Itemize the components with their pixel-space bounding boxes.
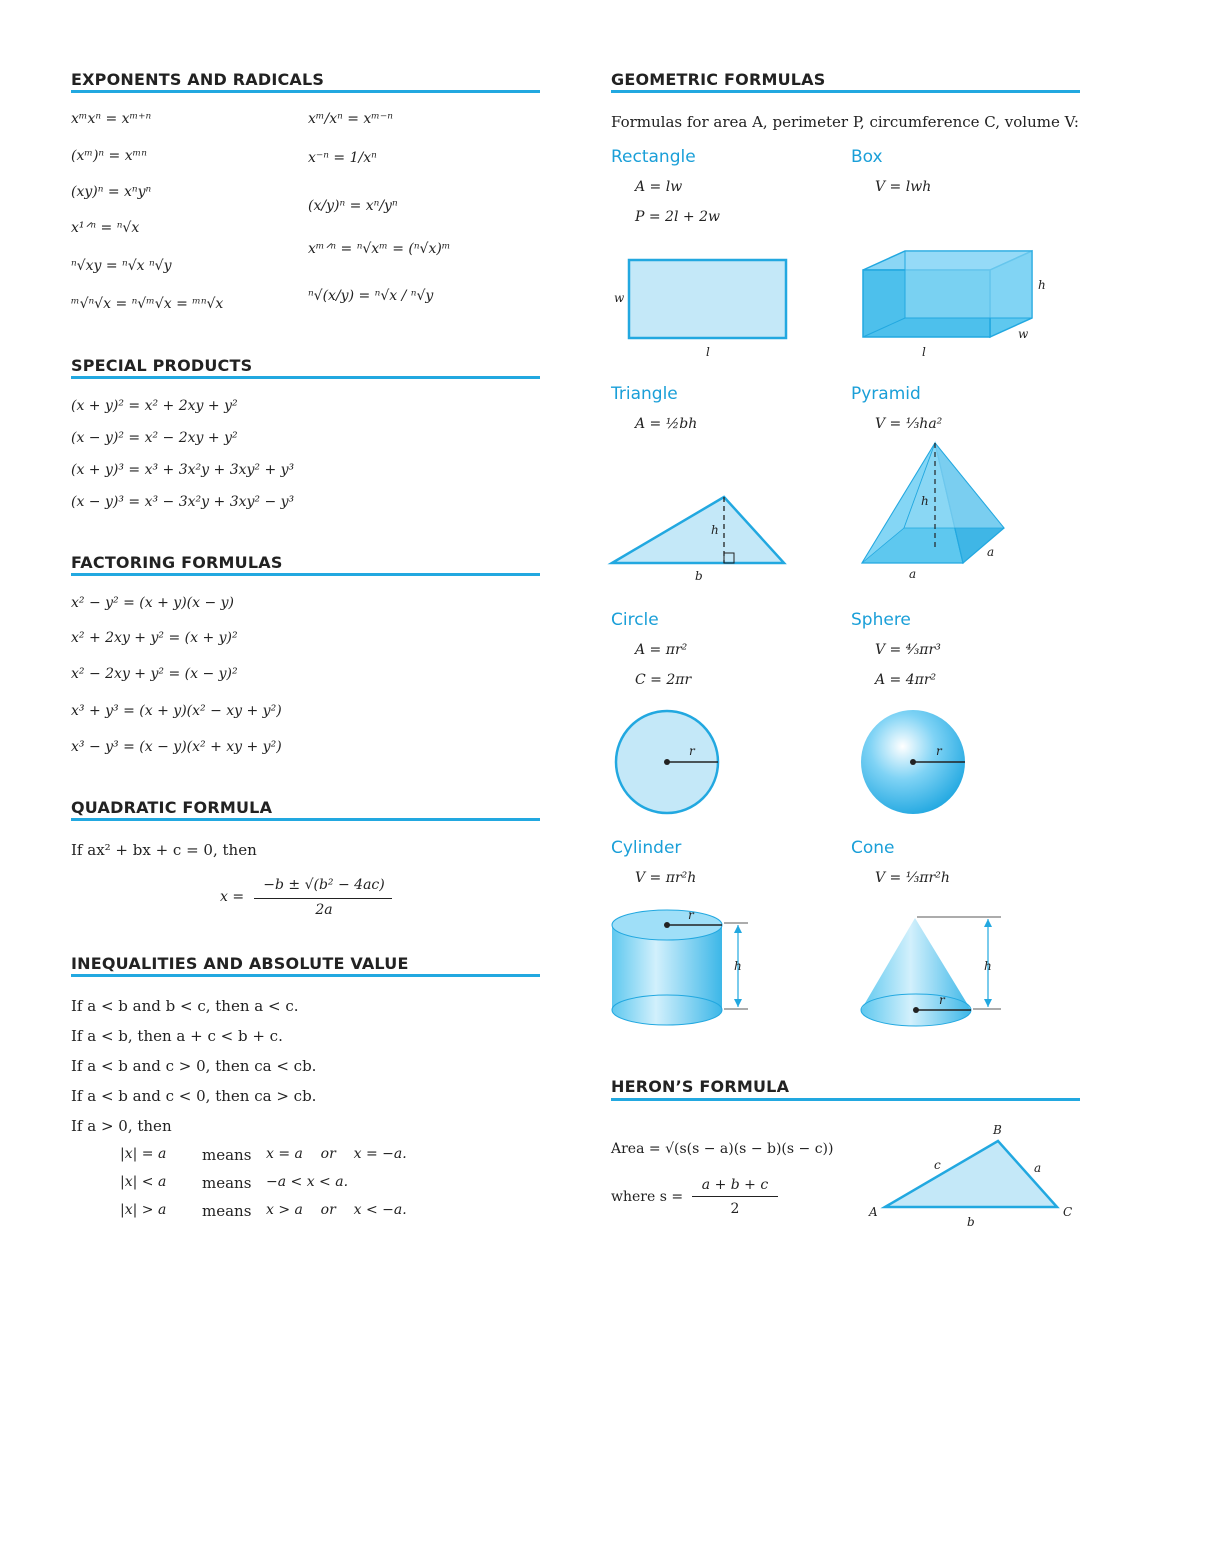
side-a-label: a [1034,1161,1042,1175]
quadratic-intro: If ax² + bx + c = 0, then [71,841,257,859]
formula-exponent: x⁻ⁿ = 1/xⁿ [308,150,377,166]
heron-s-numerator: a + b + c [701,1177,769,1193]
quadratic-denominator: 2a [315,902,333,918]
quadratic-numerator: −b ± √(b² − 4ac) [263,877,385,893]
heading-rule [71,818,540,821]
heading-exponents: EXPONENTS AND RADICALS [71,70,325,89]
formula-factoring: x² + 2xy + y² = (x + y)² [71,630,238,646]
heron-s-denominator: 2 [730,1201,740,1217]
circle-r-label: r [689,744,695,758]
formula-exponent: ⁿ√(x/y) = ⁿ√x / ⁿ√y [308,288,434,304]
formula-factoring: x³ − y³ = (x − y)(x² + xy + y²) [71,739,282,755]
formula-exponent: ⁿ√xy = ⁿ√x ⁿ√y [71,258,172,274]
heading-special-products: SPECIAL PRODUCTS [71,356,253,375]
inequality-rule: If a < b and b < c, then a < c. [71,997,299,1015]
circle-area: A = πr² [635,642,688,658]
sphere-r-label: r [936,744,942,758]
heading-rule [71,376,540,379]
formula-factoring: x³ + y³ = (x + y)(x² − xy + y²) [71,703,282,719]
side-b-label: b [967,1215,975,1229]
cylinder-figure [600,900,760,1035]
formula-exponent: (xy)ⁿ = xⁿyⁿ [71,184,152,200]
box-title: Box [851,147,883,167]
formula-special-product: (x + y)³ = x³ + 3x²y + 3xy² + y³ [71,462,295,478]
box-figure [850,245,1060,365]
box-w-label: w [1018,327,1029,341]
formula-factoring: x² − y² = (x + y)(x − y) [71,595,235,611]
heading-quadratic: QUADRATIC FORMULA [71,798,273,817]
abs-rhs: −a < x < a. [266,1174,349,1190]
abs-lhs: |x| = a [120,1146,167,1162]
heading-heron: HERON’S FORMULA [611,1077,790,1096]
abs-means: means [202,1174,252,1192]
heron-area: Area = √(s(s − a)(s − b)(s − c)) [611,1141,834,1157]
cone-h-label: h [984,959,992,973]
rectangle-figure [600,250,800,365]
fraction-bar [692,1196,778,1197]
formula-exponent: (xᵐ)ⁿ = xᵐⁿ [71,148,147,164]
heading-rule [71,90,540,93]
rectangle-area: A = lw [635,179,683,195]
triangle-title: Triangle [611,384,678,404]
rectangle-title: Rectangle [611,147,696,167]
side-c-label: c [934,1158,941,1172]
heron-where: where s = [611,1189,684,1205]
inequality-rule: If a < b, then a + c < b + c. [71,1027,283,1045]
circle-title: Circle [611,610,659,630]
cone-r-label: r [939,993,945,1007]
vertex-C-label: C [1063,1205,1073,1219]
rectangle-w-label: w [614,291,625,305]
formula-exponent: xᵐxⁿ = xᵐ⁺ⁿ [71,111,152,127]
sphere-volume: V = ⁴⁄₃πr³ [875,642,941,658]
box-h-label: h [1038,278,1046,292]
formula-special-product: (x − y)² = x² − 2xy + y² [71,430,238,446]
pyramid-title: Pyramid [851,384,921,404]
rectangle-l-label: l [706,345,710,359]
box-l-label: l [922,345,926,359]
abs-rhs: x = a or x = −a. [266,1146,407,1162]
heron-triangle-figure [860,1118,1085,1233]
heading-factoring: FACTORING FORMULAS [71,553,283,572]
sphere-area: A = 4πr² [875,672,937,688]
inequality-rule: If a < b and c < 0, then ca > cb. [71,1087,317,1105]
heading-inequalities: INEQUALITIES AND ABSOLUTE VALUE [71,954,409,973]
heading-rule [71,974,540,977]
box-volume: V = lwh [875,179,932,195]
abs-rhs: x > a or x < −a. [266,1202,407,1218]
cylinder-title: Cylinder [611,838,682,858]
formula-exponent: xᵐᐟⁿ = ⁿ√xᵐ = (ⁿ√x)ᵐ [308,241,451,257]
cylinder-volume: V = πr²h [635,870,697,886]
formula-special-product: (x + y)² = x² + 2xy + y² [71,398,238,414]
pyramid-volume: V = ⅓ha² [875,416,943,432]
abs-lhs: |x| < a [120,1174,167,1190]
rectangle-perimeter: P = 2l + 2w [635,209,720,225]
formula-factoring: x² − 2xy + y² = (x − y)² [71,666,238,682]
cone-figure [855,908,1035,1033]
abs-lhs: |x| > a [120,1202,167,1218]
inequality-rule: If a < b and c > 0, then ca < cb. [71,1057,317,1075]
formula-exponent: xᵐ/xⁿ = xᵐ⁻ⁿ [308,111,393,127]
formula-exponent: x¹ᐟⁿ = ⁿ√x [71,220,140,236]
pyramid-a-label: a [909,567,917,581]
triangle-figure [605,490,795,585]
cone-title: Cone [851,838,895,858]
cone-volume: V = ⅓πr²h [875,870,950,886]
abs-means: means [202,1146,252,1164]
pyramid-figure [855,435,1015,585]
circle-circumference: C = 2πr [635,672,692,688]
heading-rule [71,573,540,576]
inequality-rule: If a > 0, then [71,1117,172,1135]
triangle-b-label: b [695,569,703,583]
triangle-area: A = ½bh [635,416,698,432]
formula-special-product: (x − y)³ = x³ − 3x²y + 3xy² − y³ [71,494,295,510]
sphere-figure [850,700,975,825]
circle-figure [605,700,730,825]
heading-geometric: GEOMETRIC FORMULAS [611,70,826,89]
heading-rule [611,1098,1080,1101]
fraction-bar [254,898,392,899]
vertex-B-label: B [993,1123,1002,1137]
cylinder-h-label: h [734,959,742,973]
formula-exponent: (x/y)ⁿ = xⁿ/yⁿ [308,198,398,214]
sphere-title: Sphere [851,610,911,630]
heading-rule [611,90,1080,93]
abs-means: means [202,1202,252,1220]
vertex-A-label: A [869,1205,878,1219]
quadratic-lhs: x = [220,889,245,905]
cylinder-r-label: r [688,908,694,922]
pyramid-a-label: a [987,545,995,559]
pyramid-h-label: h [921,494,929,508]
formula-exponent: ᵐ√ⁿ√x = ⁿ√ᵐ√x = ᵐⁿ√x [71,296,224,312]
triangle-h-label: h [711,523,719,537]
geometric-intro: Formulas for area A, perimeter P, circumference C, volume V: [611,113,1079,131]
